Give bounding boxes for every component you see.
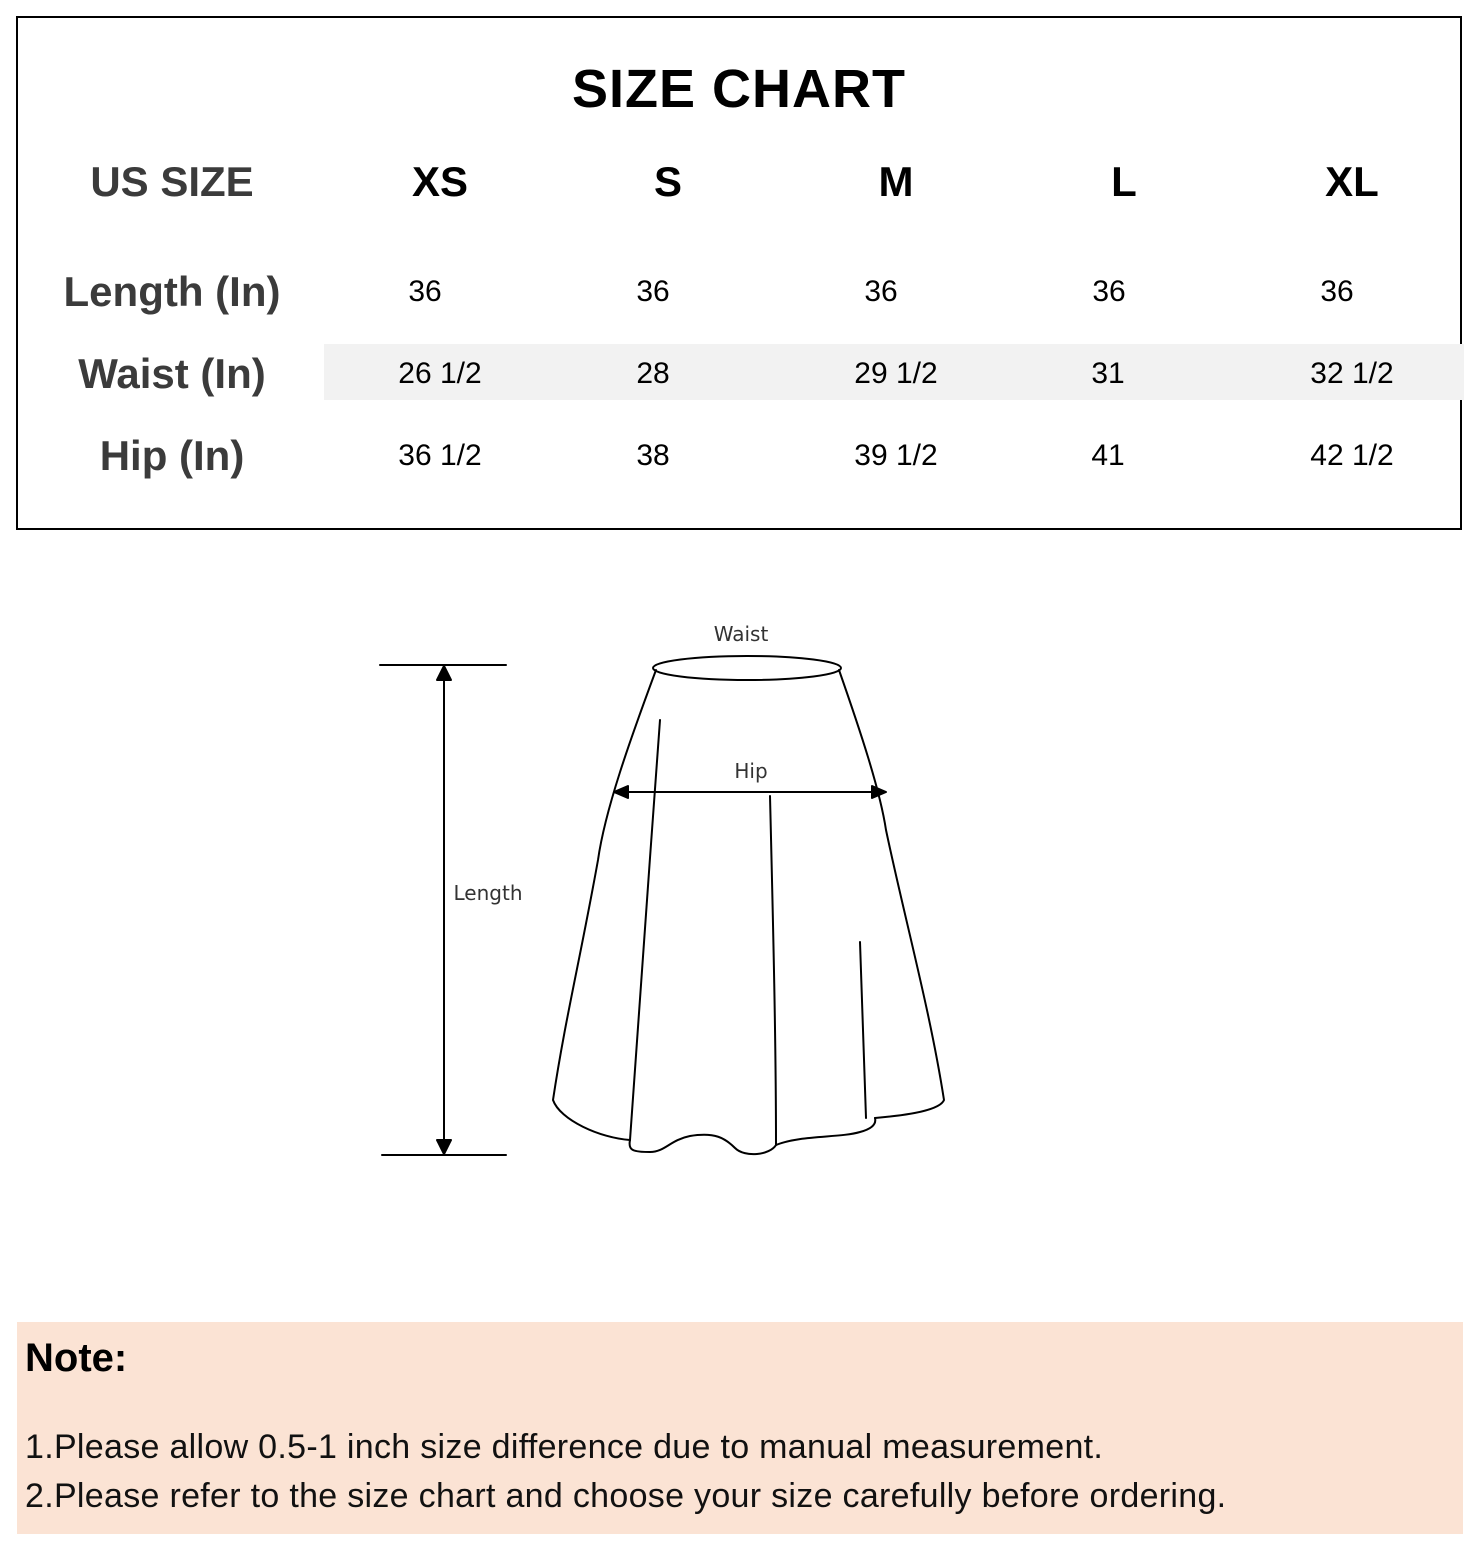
- size-header-xl: XL: [1325, 158, 1379, 205]
- hip-s: 38: [636, 439, 670, 472]
- skirt-left-side: [553, 670, 656, 1140]
- length-xs: 36: [408, 275, 442, 308]
- waist-label: Waist: [713, 622, 769, 646]
- fold-left: [630, 720, 660, 1140]
- skirt-measurement-diagram: [0, 540, 1480, 1180]
- row-label-waist: Waist (In): [78, 350, 266, 397]
- hip-l: 41: [1091, 439, 1125, 472]
- hip-label: Hip: [734, 759, 768, 783]
- size-grid: [18, 18, 1460, 528]
- note-line-2: 2.Please refer to the size chart and choose your size carefully before ordering.: [25, 1477, 1227, 1515]
- fold-right: [860, 942, 866, 1118]
- waist-l: 31: [1091, 357, 1125, 390]
- fold-center: [770, 796, 776, 1145]
- length-arrow-up: [437, 666, 451, 680]
- length-label: Length: [453, 881, 523, 905]
- row-label-hip: Hip (In): [99, 432, 245, 479]
- skirt-right-side: [839, 670, 944, 1118]
- size-header-s: S: [653, 158, 683, 205]
- length-xl: 36: [1320, 275, 1354, 308]
- length-m: 36: [864, 275, 898, 308]
- waist-s: 28: [636, 357, 670, 390]
- waist-xl: 32 1/2: [1310, 357, 1394, 390]
- chart-title: SIZE CHART: [572, 59, 906, 119]
- waist-xs: 26 1/2: [398, 357, 482, 390]
- size-header-m: M: [878, 158, 914, 205]
- note-panel: [17, 1322, 1463, 1534]
- skirt-hem-right: [776, 1118, 875, 1145]
- size-header-xs: XS: [411, 158, 469, 205]
- hip-m: 39 1/2: [854, 439, 938, 472]
- waistband-ellipse: [653, 656, 841, 680]
- hip-xl: 42 1/2: [1310, 439, 1394, 472]
- us-size-header: US SIZE: [90, 158, 254, 205]
- length-arrow-down: [437, 1140, 451, 1154]
- note-title: Note:: [25, 1336, 128, 1380]
- length-s: 36: [636, 275, 670, 308]
- size-header-l: L: [1111, 158, 1137, 205]
- waist-m: 29 1/2: [854, 357, 938, 390]
- hip-xs: 36 1/2: [398, 439, 482, 472]
- skirt-hem-center: [630, 1135, 776, 1154]
- size-chart-table: [16, 16, 1462, 530]
- row-label-length: Length (In): [63, 268, 281, 315]
- note-line-1: 1.Please allow 0.5-1 inch size difference due to manual measurement.: [25, 1428, 1104, 1466]
- length-l: 36: [1092, 275, 1126, 308]
